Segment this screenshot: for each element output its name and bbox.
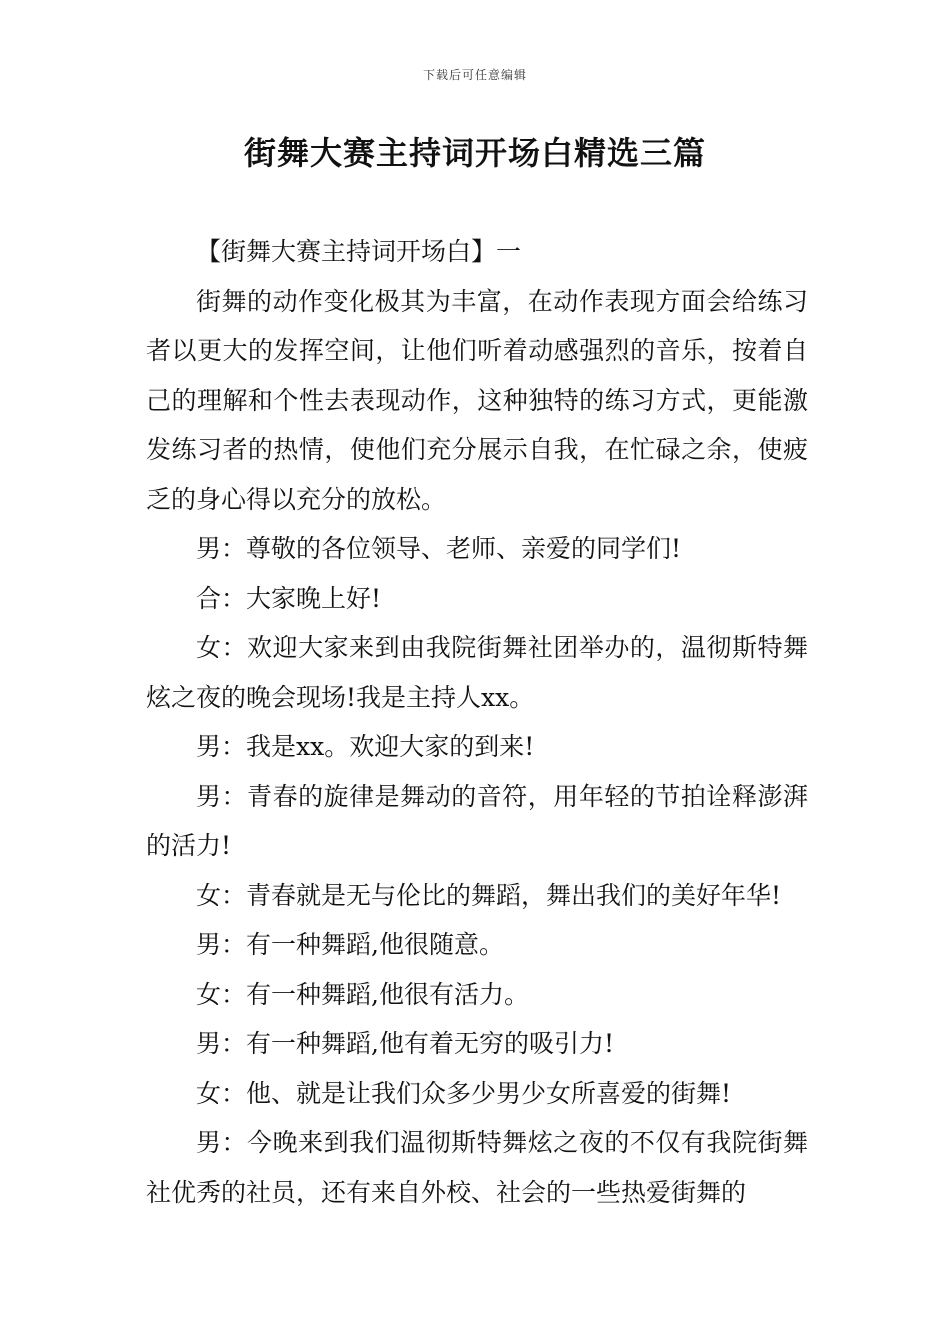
- section-heading: 【街舞大赛主持词开场白】一: [196, 237, 522, 266]
- dialogue-line: 男：有一种舞蹈,他很随意。: [196, 930, 504, 959]
- dialogue-line: 男：今晚来到我们温彻斯特舞炫之夜的不仅有我院街舞社优秀的社员，还有来自外校、社会的一些热爱街舞的: [146, 1128, 808, 1207]
- dialogue-line: 男：有一种舞蹈,他有着无穷的吸引力!: [196, 1029, 614, 1058]
- dialogue-line: 女：欢迎大家来到由我院街舞社团举办的，温彻斯特舞炫之夜的晚会现场!我是主持人xx。: [146, 633, 808, 712]
- dialogue-line: 男：我是xx。欢迎大家的到来!: [196, 732, 535, 761]
- document-body: [146, 227, 808, 1217]
- document-title: 街舞大赛主持词开场白精选三篇: [243, 134, 706, 172]
- dialogue-line: 合：大家晚上好!: [196, 583, 382, 613]
- paragraph-intro: 街舞的动作变化极其为丰富，在动作表现方面会给练习者以更大的发挥空间，让他们听着动感强烈的音乐，按着自己的理解和个性去表现动作，这种独特的练习方式，更能激发练习者的热情，使他们充分展示自我，在忙碌之余，使疲乏的身心得以充分的放松。: [146, 286, 808, 514]
- header-note: 下载后可任意编辑: [422, 68, 527, 82]
- dialogue-line: 女：青春就是无与伦比的舞蹈，舞出我们的美好年华!: [196, 880, 782, 910]
- dialogue-line: 男：青春的旋律是舞动的音符，用年轻的节拍诠释澎湃的活力!: [146, 781, 808, 860]
- dialogue-line: 女：有一种舞蹈,他很有活力。: [196, 979, 529, 1009]
- dialogue-line: 女：他、就是让我们众多少男少女所喜爱的街舞!: [196, 1078, 732, 1108]
- dialogue-line: 男：尊敬的各位领导、老师、亲爱的同学们!: [196, 534, 682, 563]
